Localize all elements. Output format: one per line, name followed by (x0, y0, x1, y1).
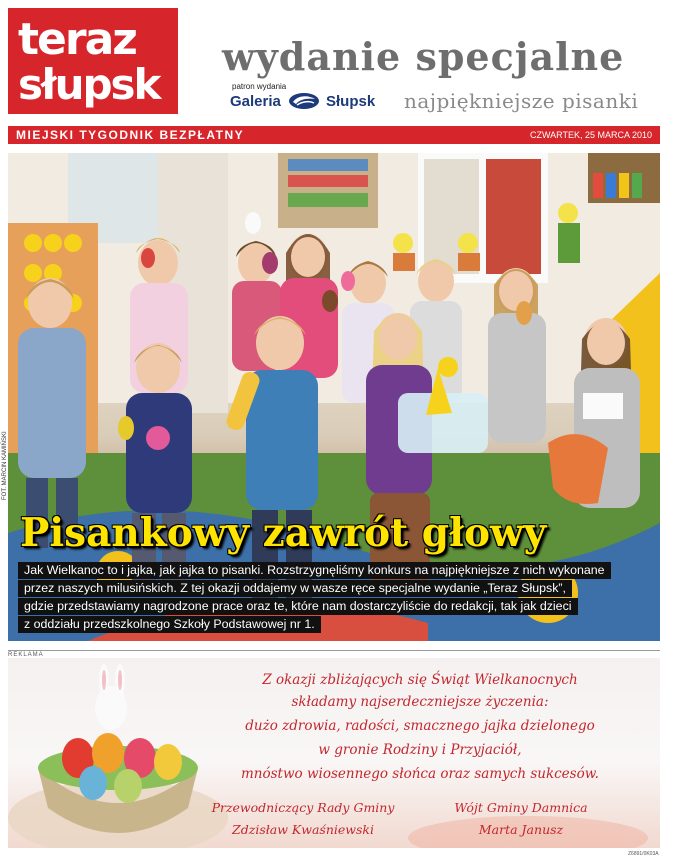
signer-2-title: Wójt Gminy Damnica (454, 800, 588, 815)
ad-code: Z6891/0K03A (628, 851, 659, 857)
greeting-line-1: Z okazji zbliżających się Świąt Wielkanocnych (262, 672, 578, 688)
teraz-slupsk-logo (8, 8, 178, 114)
galeria-slupsk-logo-icon (288, 92, 320, 110)
patron-name-galeria: Galeria (230, 93, 281, 110)
greeting-line-4: w gronie Rodziny i Przyjaciół, (318, 742, 522, 758)
cover-title: Pisankowy zawrót głowy (20, 510, 547, 556)
reklama-divider (8, 650, 660, 651)
cover-caption-line-3: gdzie przedstawiamy nagrodzone prace oraz te, które nam dostarczyliście do redakcji, tak jak dzieci (18, 598, 578, 615)
weekly-band (8, 126, 660, 144)
signer-1-title: Przewodniczący Rady Gminy (211, 800, 395, 815)
signer-1-name: Zdzisław Kwaśniewski (232, 822, 374, 837)
photo-credit: FOT. MARCIN KAMIŃSKI (2, 431, 8, 500)
logo-line-slupsk: słupsk (18, 60, 160, 109)
weekly-tagline: MIEJSKI TYGODNIK BEZPŁATNY (16, 128, 245, 142)
greeting-line-2: składamy najserdeczniejsze życzenia: (291, 694, 549, 710)
logo-line-teraz: teraz (18, 14, 136, 65)
greeting-line-3: dużo zdrowia, radości, smacznego jajka dzielonego (245, 718, 595, 734)
patron-label: patron wydania (232, 82, 287, 91)
subheadline: najpiękniejsze pisanki (404, 89, 639, 113)
cover-caption-line-2: przez naszych milusińskich. Z tej okazji oddajemy w wasze ręce specjalne wydanie „Teraz Słupsk”, (18, 580, 572, 597)
cover-caption-line-1: Jak Wielkanoc to i jajka, jak jajka to pisanki. Rozstrzygnęliśmy konkurs na najpiękniejsze z nich wykonane (18, 562, 611, 579)
reklama-label: REKLAMA (8, 652, 44, 658)
patron-name-slupsk: Słupsk (326, 93, 376, 110)
special-edition-headline: wydanie specjalne (222, 34, 625, 79)
cover-caption-line-4: z oddziału przedszkolnego Szkoły Podstawowej nr 1. (18, 616, 321, 633)
greeting-line-5: mnóstwo wiosennego słońca oraz samych sukcesów. (241, 766, 599, 782)
signer-2-name: Marta Janusz (478, 822, 564, 837)
issue-date: CZWARTEK, 25 MARCA 2010 (529, 130, 652, 140)
